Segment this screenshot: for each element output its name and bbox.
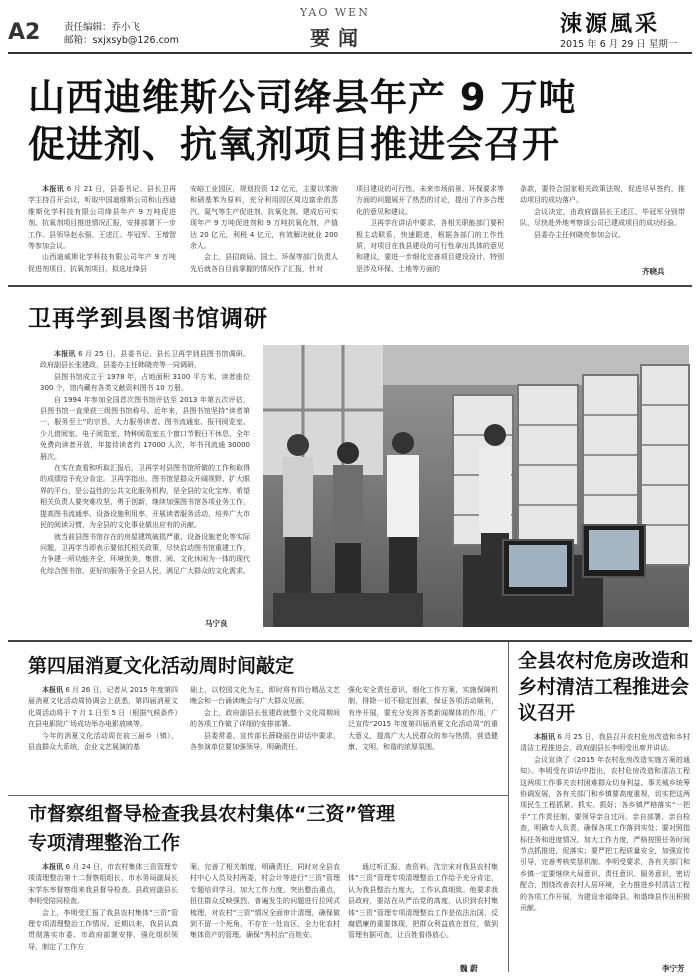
section-divider bbox=[8, 795, 508, 796]
article1-text: 条款，要符合国家相关政策法规，促进尽早签约，推动项目的成功落户。 bbox=[520, 185, 685, 205]
article5-headline-line1: 市督察组督导检查我县农村集体“三资”管理 bbox=[28, 803, 395, 825]
article2-byline: 马宁良 bbox=[205, 619, 228, 628]
article5-column bbox=[28, 862, 178, 972]
article2-lead: 本报讯 bbox=[54, 350, 76, 358]
article1-lead: 本报讯 bbox=[42, 185, 65, 193]
article1-text: 县委办主任何晓亮参加会议。 bbox=[534, 230, 625, 239]
newspaper-name: 涑源風采 bbox=[560, 11, 661, 37]
article2-headline: 卫再学到县图书馆调研 bbox=[28, 306, 268, 332]
section-name-latin: YAO WEN bbox=[300, 6, 370, 19]
article1-headline bbox=[28, 74, 688, 168]
article2-text: 6 月 25 日，县委书记、县长卫再学到县图书馆调研。政府副县长张建政，县委办主任韩晓亮等一同调研。 bbox=[40, 350, 250, 370]
editor-email: 邮箱：sxjxsyb@126.com bbox=[64, 35, 179, 46]
article2-text: 自 1994 年参加全国首次图书馆评估至 2013 年第五次评估，县图书馆一直荣获三级图书馆称号。近年来，县图书馆坚持“读者第一，服务至上”的宗旨，大力服务读者。图书流通室、报刊阅览室、少儿借阅室、电子阅览室、特种阅览室五个窗口节假日不休息，全年免费向读者开放，年接待读者约 17000 人次，年书刊流通 30000 册次。 bbox=[40, 395, 250, 461]
article4-headline: 全县农村危房改造和乡村清洁工程推进会议召开 bbox=[518, 650, 690, 724]
article2-text: 就当前县图书馆存在的房屋建筑破损严重、设备设施老化等实际问题，卫再学当即表示要依托相关政策，尽快启动图书馆重建工作，力争建一所功能齐全，环境优美，集借、阅、文化休闲为一体的现代化综合图书馆，更好的服务于全县人民，满足广大群众的文化需求。 bbox=[40, 532, 250, 575]
article1-column bbox=[520, 184, 685, 254]
article1-text: 项目建设的可行性、未来市场前景、环保要求等方面的问题展开了热烈的讨论，提出了许多合理化的意见和建议。 bbox=[356, 185, 504, 216]
article3-text: 6 月 26 日，记者从 2015 年度第四届消夏文化活动周协调会上获悉，第四届消夏文化周活动将于 7 月 1 日至 5 日（根据气候条件）在县电影院广场成功举办电影放映等。 bbox=[28, 686, 178, 729]
editor-info bbox=[64, 21, 179, 47]
article5-headline bbox=[28, 800, 498, 858]
article1-text: 安峪工业园区，规划投资 12 亿元，主要以苯胺和硝基苯为原料，充分利用园区周边富余的蒸汽、氮气等生产促进剂、抗氧化剂。建成后可实现年产 9 万吨促进剂和 9 万吨抗氧化剂，产值达 20 亿元，利税 4 亿元，有效解决就业 200 余人。 bbox=[190, 185, 338, 251]
editor-name: 责任编辑：乔小飞 bbox=[64, 22, 141, 33]
article3-text: 今年的消夏文化活动周在前三届乡（镇），县直群众大系统，企业文艺展演的基 bbox=[28, 731, 178, 752]
article3-lead: 本报讯 bbox=[42, 686, 64, 694]
article1-text: 卫再学在讲话中要求，各相关职能部门要积极主动联系，快速跟进，根据各部门的工作性质，对项目在我县建设的可行性拿出具体的意见和建议，要进一步细化完善项目建设设计，特别是涉及环保、土地等方面的 bbox=[356, 219, 504, 273]
article4-text: 6 月 25 日，我县召开农村危房改造和乡村清洁工程推进会，政府副县长李明受出席并讲话。 bbox=[520, 733, 690, 753]
article3-text: 会上，政府副县长张建政就整个文化周期间的各项工作做了详细的安排部署。 bbox=[190, 708, 340, 729]
article1-column bbox=[190, 184, 338, 273]
article1-byline: 齐晓兵 bbox=[642, 267, 665, 276]
article3-headline: 第四届消夏文化活动周时间敲定 bbox=[28, 655, 295, 677]
article3-column bbox=[28, 685, 178, 785]
article5-text: 会上，李明受汇报了我县农村集体“三资”管理专项清理整治工作情况。近期以来，我县认真贯彻落实市委、市政府部署安排，强化组织领导，制定了工作方 bbox=[28, 908, 178, 951]
page-header bbox=[0, 0, 700, 52]
column-divider bbox=[508, 642, 509, 972]
article3-text: 县委常委、宣传部长薛晓丽在讲话中要求，各参演单位要加强领导，明确责任， bbox=[190, 731, 340, 752]
article3-text: 强化安全责任意识，细化工作方案，实施保障机制，排除一切不稳定因素，保证各项活动顺利，有序开展，要充分发挥各类新闻媒体的作用，广泛宣传“2015 年度第四届消夏文化活动周”的重大意义，提高广大人民群众的参与热情，营造健康、文明、和谐的浓厚氛围。 bbox=[348, 686, 498, 752]
article1-column bbox=[28, 184, 176, 273]
article5-byline: 魏 蔚 bbox=[460, 964, 478, 973]
article4-column bbox=[520, 732, 690, 962]
article2-text: 县图书馆成立于 1978 年，占地面积 3100 平方米，读者座位 300 个，馆内藏有各类文献资料图书 10 万册。 bbox=[40, 372, 250, 393]
section-divider bbox=[8, 640, 692, 642]
news-photo bbox=[263, 345, 689, 627]
section-name: 要闻 bbox=[310, 26, 366, 50]
article1-headline-line1: 山西迪维斯公司绛县年产 9 万吨 bbox=[28, 76, 577, 119]
article4-text: 会议宣读了《2015 年农村危房改造实施方案的通知》。李明受在讲话中指出，农村危房改造和清洁工程这两项工作事关农村困难群众切身利益。事关城乡统筹协调发展，各有关部门和乡镇要高度重视，切实把这两项民生工程抓紧、抓实、抓好；各乡镇严格落实“一把手”工作责任制，要领导亲自过问、亲自部署、亲自检查，明确专人负责，确保各项工作落到实处；要对照指标任务和进度情况，加大工作力度，严格按照任务时间节点抓推进，促落实；要严把工程质量安全，加强宣传引导，完善考核奖惩机制。李明受要求，各有关部门和乡镇一定要继续大局意识、责任意识、服务意识，密切配合，围绕改善农村人居环境，全力推进乡村清洁工程的各项工作开展，为建设幸福绛县、和谐绛县作出积极贡献。 bbox=[520, 755, 690, 913]
header-divider bbox=[8, 52, 692, 54]
article4-lead: 本报讯 bbox=[534, 733, 556, 741]
article5-text: 通过听汇报，查资料，沈宗宋对我县农村集体“三资”管理专项清理整治工作给予充分肯定，认为我县整治力度大，工作认真细致。他要求我县政府，要站在从严治党的高度，认识到农村集体“三资”管理专项清理整治工作是依法治国、反腐倡廉的重要体现，把群众利益放在首位，做到管理有据可查，让百姓看得放心。 bbox=[348, 863, 498, 940]
article4-byline: 李宁芳 bbox=[662, 964, 685, 973]
article3-column bbox=[190, 685, 340, 785]
article3-text: 础上，以校园文化为主，即时将有四台精品文艺晚会和一台诵读晚会与广大群众见面。 bbox=[190, 686, 340, 706]
section-divider bbox=[8, 285, 692, 287]
article1-text: 6 月 21 日，县委书记、县长卫再学主持召开会议，听取中国迪维斯公司和山西迪维斯化学科技有限公司绛县年产 9 万吨促进剂、抗氧剂项目推进情况汇报，安排部署下一步工作。县领导赵永强、王述江、毕冠军、王增智等参加会议。 bbox=[28, 185, 176, 251]
article5-column bbox=[190, 862, 340, 972]
issue-date: 2015 年 6 月 29 日 星期一 bbox=[560, 39, 678, 50]
article1-headline-line2: 促进剂、抗氧剂项目推进会召开 bbox=[28, 123, 560, 166]
article5-column bbox=[348, 862, 498, 962]
article5-text: 6 月 24 日，市农村集体三资管理专项清理整治第十二督察组组长、市水务局副局长宋学东率督察组来我县督导检查。县政府副县长李明受陪同检查。 bbox=[28, 863, 179, 906]
article1-text: 山西迪威斯化学科技有限公司年产 9 万吨促进剂项目，抗氧剂项目，拟选址绛县 bbox=[28, 253, 176, 273]
library-scene-illustration bbox=[263, 345, 689, 627]
article1-column bbox=[356, 184, 504, 273]
article5-lead: 本报讯 bbox=[42, 863, 64, 871]
article2-text: 在实在查看和听取汇报后，卫再学对县图书馆所做的工作和取得的成绩给予充分肯定。卫再学指出，图书馆是群众开阔视野、扩大眼界的平台，是公益性的公共文化服务机构，是全县的文化宝库，希望相关负责人要突难攻坚、勇于创新，继续加强图书馆各项业务工作，提高图书流通率、设备设施利用率，开展读者服务活动，培养广大市民的阅读习惯，为全县的文化事业做出应有的贡献。 bbox=[40, 464, 250, 530]
page-number: A2 bbox=[8, 20, 41, 45]
article5-text: 案，完善了相关制度，明确责任，同时对全县农村中心人员及村两委，村会计等进行“三资”管理专题培训学习，加大工作力度，突出整治重点，扭住群众反映强烈、普遍发生的问题进行拉网式梳理，对农村“三资”情况全面审计清理，确保做到不留一个死角，不存在一处盲区，全力化农村集体资产的管理。确保“秀村治”百姓安。 bbox=[190, 863, 340, 940]
article5-headline-line2: 专项清理整治工作 bbox=[28, 832, 181, 854]
article1-text: 会上，县招商局、国土、环保等部门负责人先后就各自目前掌握的情况作了汇报，针对 bbox=[190, 253, 338, 273]
article1-text: 会议决定，由政府副县长王述江、毕冠军分别带队，尽快赴外地考察该公司已建成项目的成功经验。 bbox=[520, 207, 685, 228]
article2-column bbox=[40, 349, 250, 611]
article3-column bbox=[348, 685, 498, 785]
